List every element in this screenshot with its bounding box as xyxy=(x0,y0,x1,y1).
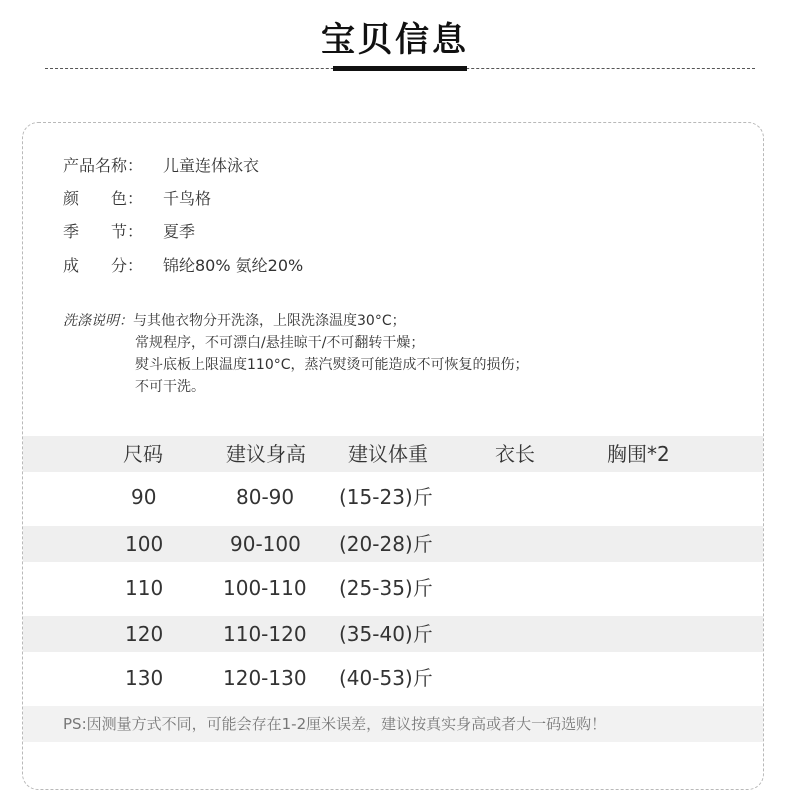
table-row xyxy=(23,657,763,699)
table-cell: 130 xyxy=(125,666,164,690)
washing-line: 常规程序，不可漂白/悬挂晾干/不可翻转干燥； xyxy=(135,335,425,351)
table-cell: (15-23)斤 xyxy=(339,485,433,509)
table-row xyxy=(23,476,763,518)
table-header xyxy=(23,436,763,472)
table-cell: 90-100 xyxy=(230,532,301,556)
table-cell: (35-40)斤 xyxy=(339,622,433,646)
washing-instructions xyxy=(63,310,529,398)
page-title: 宝贝信息 xyxy=(321,20,469,60)
info-row-color xyxy=(63,186,211,210)
info-value: 儿童连体泳衣 xyxy=(163,156,260,175)
washing-label: 洗涤说明： xyxy=(63,313,133,329)
table-header-cell: 建议身高 xyxy=(226,442,306,466)
table-cell: 100-110 xyxy=(223,576,307,600)
table-cell: 100 xyxy=(125,532,164,556)
info-value: 锦纶80% 氨纶20% xyxy=(163,256,304,275)
table-header-cell: 尺码 xyxy=(123,442,163,466)
table-row xyxy=(23,616,763,652)
table-cell: 90 xyxy=(131,485,157,509)
info-row-name xyxy=(63,153,259,177)
info-label: 颜 色： xyxy=(63,189,144,208)
table-cell: (40-53)斤 xyxy=(339,666,433,690)
washing-line: 与其他衣物分开洗涤，上限洗涤温度30°C； xyxy=(133,313,406,329)
table-header-cell: 胸围*2 xyxy=(607,442,670,466)
table-cell: 110 xyxy=(125,576,164,600)
table-cell: (20-28)斤 xyxy=(339,532,433,556)
table-row xyxy=(23,567,763,609)
table-cell: 120 xyxy=(125,622,164,646)
info-value: 千鸟格 xyxy=(163,189,212,208)
table-cell: (25-35)斤 xyxy=(339,576,433,600)
title-underline xyxy=(333,66,467,71)
info-label: 产品名称： xyxy=(63,156,144,175)
table-cell: 120-130 xyxy=(223,666,307,690)
info-label: 季 节： xyxy=(63,222,144,241)
info-row-material xyxy=(63,253,303,277)
table-row xyxy=(23,526,763,562)
washing-line: 熨斗底板上限温度110°C，蒸汽熨烫可能造成不可恢复的损伤； xyxy=(135,357,529,373)
table-header-cell: 建议体重 xyxy=(348,442,428,466)
table-cell: 80-90 xyxy=(236,485,295,509)
washing-line: 不可干洗。 xyxy=(135,379,205,395)
info-row-season xyxy=(63,219,195,243)
table-header-cell: 衣长 xyxy=(495,442,535,466)
info-value: 夏季 xyxy=(163,222,196,241)
table-cell: 110-120 xyxy=(223,622,307,646)
measurement-note: PS:因测量方式不同，可能会存在1-2厘米误差，建议按真实身高或者大一码选购！ xyxy=(23,706,763,742)
info-label: 成 分： xyxy=(63,256,144,275)
